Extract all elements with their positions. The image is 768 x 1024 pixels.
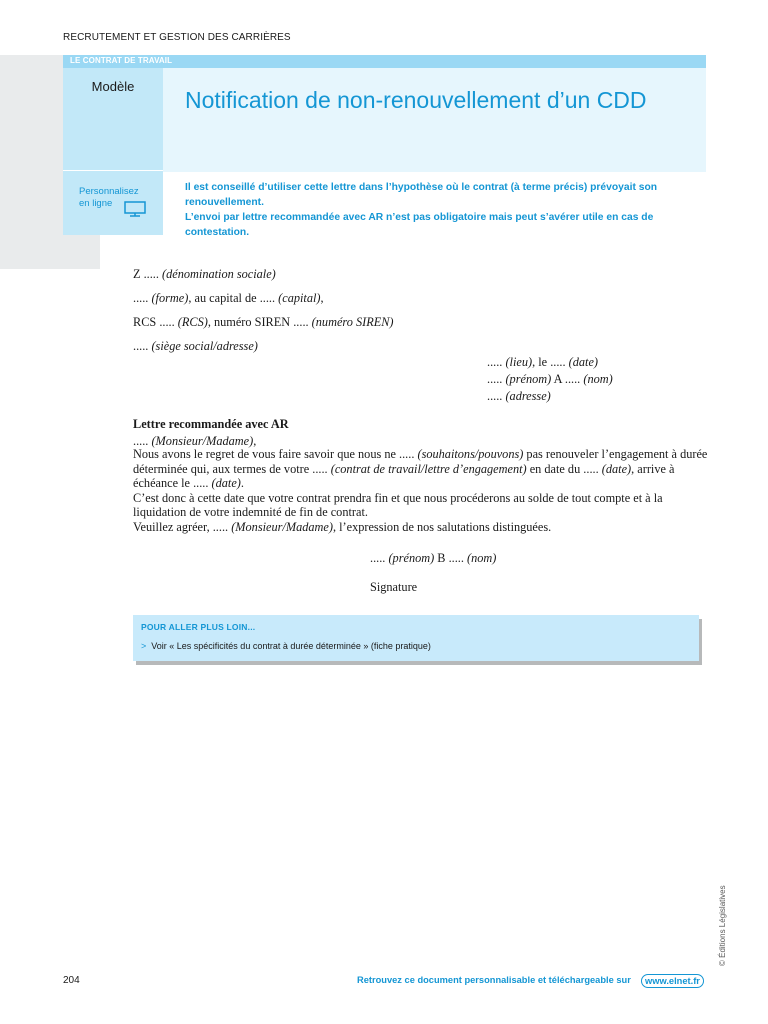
model-divider — [63, 170, 163, 171]
letter-paragraph: Veuillez agréer, ..... (Monsieur/Madame), l’expression de nos salutations distinguées. — [133, 519, 552, 534]
letter-salutation: ..... (Monsieur/Madame), — [133, 434, 257, 448]
title-panel — [163, 68, 706, 172]
letter-paragraph: C’est donc à cette date que votre contrat prendra fin et que nous procéderons au solde de tout compte et à la liquidation de votre indemnité de fin de contrat. — [133, 490, 663, 520]
sender-address-line: ..... (siège social/adresse) — [133, 339, 258, 353]
intro-paragraph: L’envoi par lettre recommandée avec AR n’est pas obligatoire mais peut s’avérer utile en cas de contestation. — [185, 212, 654, 238]
running-head: RECRUTEMENT ET GESTION DES CARRIÈRES — [63, 32, 291, 43]
recipient-name-line: ..... (prénom) A ..... (nom) — [487, 372, 613, 386]
monitor-icon[interactable] — [124, 201, 146, 217]
signer-line: ..... (prénom) B ..... (nom) — [370, 551, 497, 565]
category-label: LE CONTRAT DE TRAVAIL — [70, 56, 173, 65]
page-title: Notification de non-renouvellement d’un CDD — [185, 87, 647, 113]
further-reading-box — [133, 615, 699, 661]
chevron-right-icon: > — [141, 641, 147, 651]
letter-method: Lettre recommandée avec AR — [133, 417, 289, 431]
category-bar — [63, 55, 706, 68]
intro-paragraph: Il est conseillé d’utiliser cette lettre dans l’hypothèse où le contrat (à terme précis) prévoyait son renouvellement. — [185, 182, 658, 208]
letter-body — [133, 447, 708, 535]
further-reading-title: POUR ALLER PLUS LOIN... — [141, 622, 256, 632]
personalize-line-1: Personnalisez — [79, 186, 139, 197]
copyright-notice: © Éditions Législatives — [718, 885, 727, 966]
sender-name-line: Z ..... (dénomination sociale) — [133, 267, 276, 281]
elnet-link[interactable]: www.elnet.fr — [641, 974, 704, 988]
letter-paragraph: Nous avons le regret de vous faire savoir que nous ne ..... (souhaitons/pouvons) pas renouveler l’engagement à durée déterminée qui, aux termes de votre ..... (contrat de travail/lettre d’engagement) en date du ..... (date), arrive à échéance le ..... (date). — [133, 447, 708, 491]
personalize-line-2: en ligne — [79, 198, 113, 209]
place-date-line: ..... (lieu), le ..... (date) — [487, 355, 599, 369]
further-reading-link[interactable] — [141, 641, 431, 651]
sender-capital-line: ..... (forme), au capital de ..... (capital), — [133, 291, 324, 305]
sender-rcs-line: RCS ..... (RCS), numéro SIREN ..... (numéro SIREN) — [133, 315, 394, 329]
signature-label: Signature — [370, 580, 418, 594]
footer-text: Retrouvez ce document personnalisable et téléchargeable sur — [357, 975, 631, 985]
intro-note — [185, 180, 710, 240]
model-panel — [63, 68, 163, 235]
further-reading-text: Voir « Les spécificités du contrat à durée déterminée » (fiche pratique) — [151, 641, 431, 651]
page-number: 204 — [63, 975, 80, 986]
recipient-address-line: ..... (adresse) — [487, 389, 551, 403]
model-label: Modèle — [91, 79, 135, 94]
